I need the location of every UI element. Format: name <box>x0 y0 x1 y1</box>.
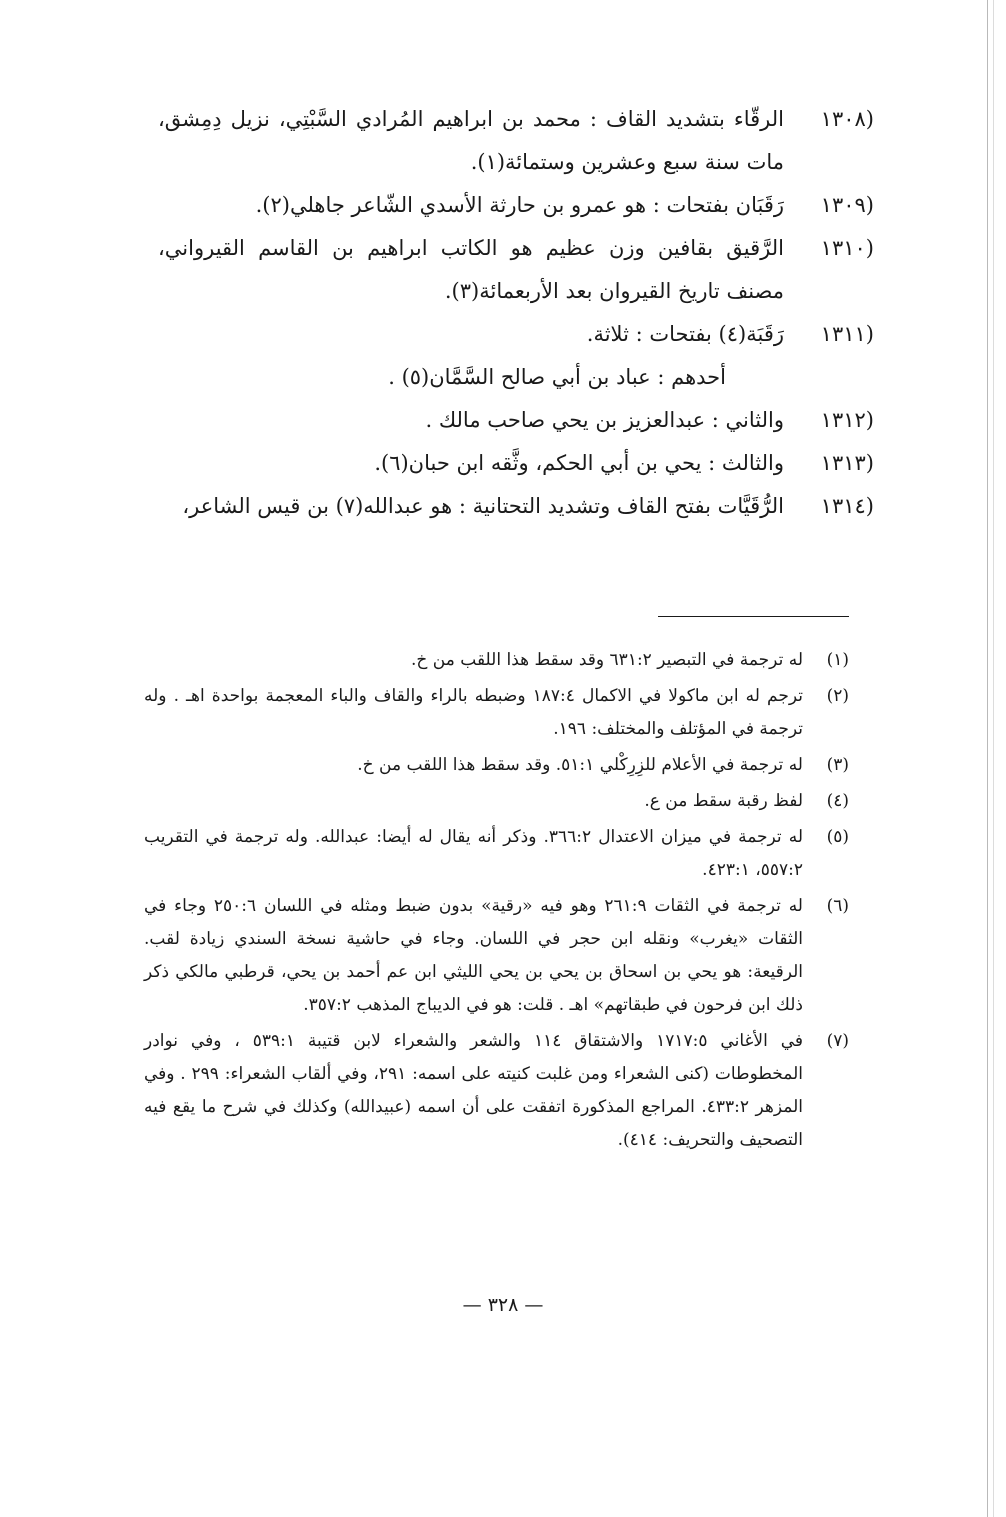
footnote-4 <box>144 785 849 818</box>
entry-1308 <box>158 98 874 184</box>
footnote-separator <box>658 616 849 617</box>
footnote-text: له ترجمة في الأعلام للزِرِكْلي ٥١:١. وقد سقط هذا اللقب من خ. <box>357 755 803 775</box>
entry-text: والثاني : عبدالعزيز بن يحي صاحب مالك . <box>425 408 784 432</box>
footnote-number: (٤) <box>826 791 849 811</box>
footnote-5 <box>144 821 849 887</box>
entries-list <box>158 98 874 528</box>
page-edge-shadow <box>993 0 994 1517</box>
footnote-text: له ترجمة في الثقات ٢٦١:٩ وهو فيه «رقية» بدون ضبط ومثله في اللسان ٢٥٠:٦ وجاء في الثقات «يغرب» ونقله ابن حجر في اللسان. وجاء في حاشية نسخة السندي زيادة لقب. الرقيعة: هو يحي بن اسحاق بن يحي بن يحي الليثي ابن عم أحمد بن يحي، قرطبي مالكي ذكر ذلك ابن فرحون في طبقاتهم» اهـ . قلت: هو في الديباج المذهب ٣٥٧:٢. <box>144 896 803 1015</box>
entry-number: (١٣١٢ <box>820 408 874 432</box>
footnote-text: في الأغاني ١٧١٧:٥ والاشتقاق ١١٤ والشعر والشعراء لابن قتيبة ٥٣٩:١ ، وفي نوادر المخطوطات (كنى الشعراء ومن غلبت كنيته على اسمه: ٢٩١، وفي ألقاب الشعراء: ٢٩٩ . وفي المزهر ٤٣٣:٢. المراجع المذكورة اتفقت على أن اسمه (عبيدالله) وكذلك في شرح ما يقع فيه التصحيف والتحريف: ٤١٤). <box>144 1031 804 1150</box>
entry-text: رَقَبَان بفتحات : هو عمرو بن حارثة الأسدي الشّاعر جاهلي(٢). <box>255 193 784 217</box>
footnote-number: (١) <box>826 650 849 670</box>
entry-1313 <box>158 442 874 485</box>
footnote-number: (٥) <box>826 827 849 847</box>
entry-number: (١٣١٠ <box>820 236 874 260</box>
entry-number: (١٣١٤ <box>820 494 874 518</box>
footnote-6 <box>144 890 849 1022</box>
entry-number: (١٣١٣ <box>820 451 874 475</box>
entry-1309 <box>158 184 874 227</box>
entry-text: الرَّقيق بقافين وزن عظيم هو الكاتب ابراهيم بن القاسم القيرواني، مصنف تاريخ القيروان بعد الأربعمائة(٣). <box>158 236 784 303</box>
entry-1314 <box>158 485 874 528</box>
entry-text: رَقَبَة(٤) بفتحات : ثلاثة. <box>586 322 784 346</box>
page-edge <box>987 0 988 1517</box>
footnote-2 <box>144 680 849 746</box>
entry-text: أحدهم : عباد بن أبي صالح السَّمَّان(٥) . <box>388 365 726 389</box>
footnote-text: له ترجمة في ميزان الاعتدال ٣٦٦:٢. وذكر أنه يقال له أيضا: عبدالله. وله ترجمة في التقريب ٥٥٧:٢، ٤٢٣:١. <box>144 827 803 880</box>
entry-text: والثالث : يحي بن أبي الحكم، وثَّقه ابن حبان(٦). <box>374 451 784 475</box>
footnote-7 <box>144 1025 849 1157</box>
entry-1311-first <box>158 356 874 399</box>
entry-1311 <box>158 313 874 356</box>
entry-number: (١٣٠٨ <box>820 107 874 131</box>
entry-1312 <box>158 399 874 442</box>
entry-1310 <box>158 227 874 313</box>
footnote-text: ترجم له ابن ماكولا في الاكمال ١٨٧:٤ وضبطه بالراء والقاف والباء المعجمة بواحدة اهـ . وله ترجمة في المؤتلف والمختلف: ١٩٦. <box>144 686 803 739</box>
entry-text: الرقّاء بتشديد القاف : محمد بن ابراهيم المُرادي السَّبْتِي، نزيل دِمِشق، مات سنة سبع وعشرين وستمائة(١). <box>158 107 784 174</box>
entry-text: الرُّقَيَّات بفتح القاف وتشديد التحتانية : هو عبدالله(٧) بن قيس الشاعر، <box>182 494 784 518</box>
footnote-number: (٣) <box>826 755 849 775</box>
entry-number: (١٣١١ <box>820 322 874 346</box>
footnote-number: (٧) <box>826 1031 849 1051</box>
entry-number: (١٣٠٩ <box>820 193 874 217</box>
entry-number <box>784 356 874 399</box>
page-number: — ٣٢٨ — <box>462 1294 544 1316</box>
footnote-1 <box>144 644 849 677</box>
footnotes-list <box>144 644 849 1160</box>
footnote-number: (٢) <box>826 686 849 706</box>
footnote-text: له ترجمة في التبصير ٦٣١:٢ وقد سقط هذا اللقب من خ. <box>411 650 803 670</box>
footnote-3 <box>144 749 849 782</box>
footnote-number: (٦) <box>826 896 849 916</box>
footnote-text: لفظ رقبة سقط من ع. <box>644 791 803 811</box>
